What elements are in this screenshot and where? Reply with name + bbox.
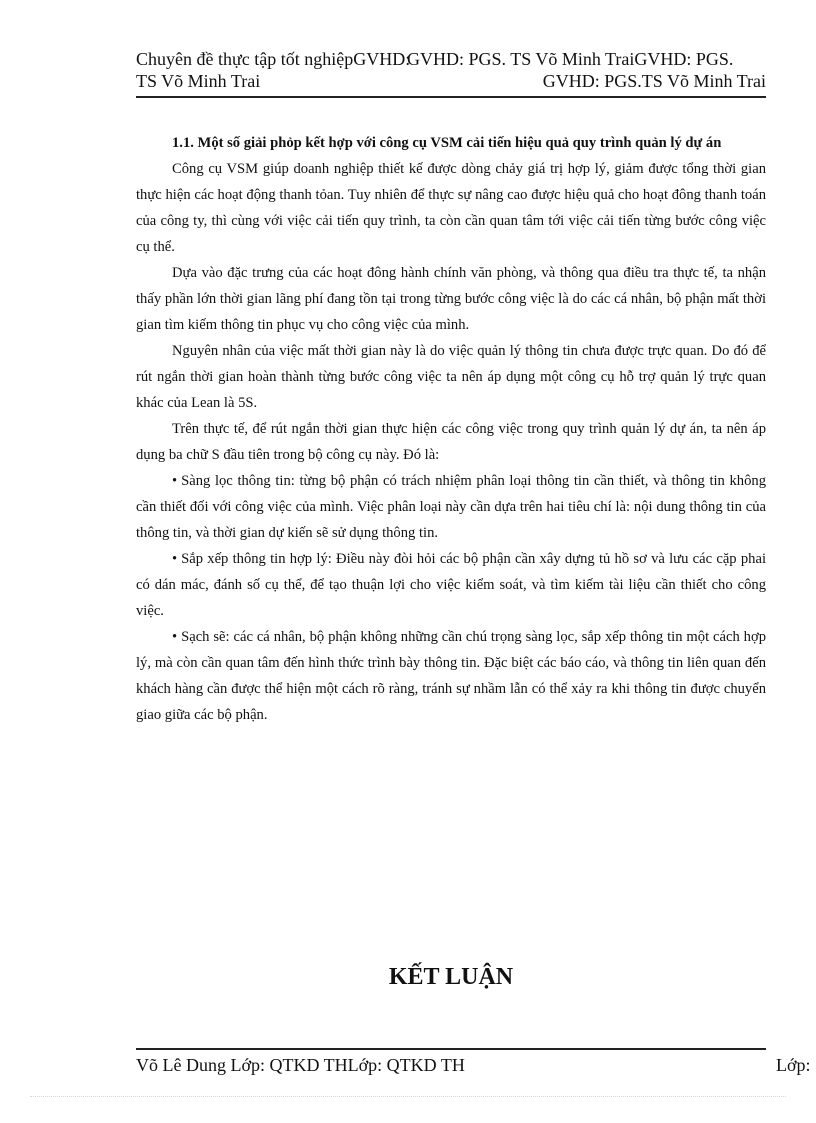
bullet-item xyxy=(136,546,766,624)
paragraph: Dựa vào đặc trưng của các hoạt đông hành chính văn phòng, và thông qua điều tra thực tế, ta nhận thấy phần lớn thời gian lãng phí đang tồn tại trong từng bước công việc là do các cá nhân, bộ phận mất thời gian tìm kiếm thông tin phục vụ cho công việc của mình. xyxy=(136,265,766,333)
header-row-2 xyxy=(136,70,766,92)
bullet-text: Sàng lọc thông tin: từng bộ phận có trách nhiệm phân loại thông tin cần thiết, và thông tin không cần thiết đối với công việc của mình. Việc phân loại này cần dựa trên hai tiêu chí là: nội dung thông tin của thông tin, và thời gian dự kiến sẽ sử dụng thông tin. xyxy=(136,473,766,541)
bullet-icon: • xyxy=(172,551,178,567)
bullet-item xyxy=(136,624,766,728)
header-supervisor: GVHD: PGS. TS Võ Minh TraiGVHD: PGS. xyxy=(407,49,734,69)
header-supervisor-continued: TS Võ Minh Trai xyxy=(136,71,261,91)
paragraph: Nguyên nhân của việc mất thời gian này là do việc quản lý thông tin chưa được trực quan. Do đó để rút ngắn thời gian hoàn thành từng bước công việc ta nên áp dụng một công cụ hỗ trợ quản lý trực quan khác của Lean là 5S. xyxy=(136,343,766,411)
paragraph: Công cụ VSM giúp doanh nghiệp thiết kế được dòng chảy giá trị hợp lý, giảm được tổng thời gian thực hiện các hoạt động thanh tỏan. Tuy nhiên để thực sự nâng cao được hiệu quả cho hoạt đông thanh toán của công ty, thì cùng với việc cải tiến quy trình, ta còn cần quan tâm tới việc cải tiến từng bước công việc cụ thể. xyxy=(136,161,766,255)
bullet-item xyxy=(136,468,766,546)
footer-divider xyxy=(136,1048,766,1050)
conclusion-title: KẾT LUẬN xyxy=(388,964,514,990)
bullet-icon: • xyxy=(172,473,178,489)
bullet-icon: • xyxy=(172,629,178,645)
page-content xyxy=(136,130,766,728)
footer-author: Võ Lê Dung Lớp: QTKD THLớp: QTKD TH xyxy=(136,1055,465,1075)
paragraph: Trên thực tế, để rút ngắn thời gian thực hiện các công việc trong quy trình quản lý dự án, ta nên áp dụng ba chữ S đầu tiên trong bộ công cụ này. Đó là: xyxy=(136,421,766,463)
page-header xyxy=(136,48,766,98)
section-heading: 1.1. Một số giải phỏp kết hợp với công cụ VSM cải tiến hiệu quả quy trình quản lý dự án xyxy=(172,135,722,151)
header-row-1 xyxy=(136,48,766,70)
header-supervisor-right: GVHD: PGS.TS Võ Minh Trai xyxy=(542,71,766,91)
bullet-text: Sắp xếp thông tin hợp lý: Điều này đòi hỏi các bộ phận cần xây dựng tủ hồ sơ và lưu các cặp phai có dán mác, đánh số cụ thể, để tạo thuận lợi cho việc kiểm soát, và tìm kiếm tài liệu cần thiết cho công việc. xyxy=(136,551,766,619)
page-edge-divider xyxy=(30,1096,786,1097)
footer-class: Lớp: xyxy=(776,1055,811,1075)
bullet-text: Sạch sẽ: các cá nhân, bộ phận không những cần chú trọng sàng lọc, sắp xếp thông tin một cách hợp lý, mà còn cần quan tâm đến hình thức trình bày thông tin. Đặc biệt các báo cáo, và thông tin liên quan đến khách hàng cần được thể hiện một cách rõ ràng, tránh sự nhầm lẫn có thể xảy ra khi thông tin được chuyển giao giữa các bộ phận. xyxy=(136,629,766,723)
header-title: Chuyên đề thực tập tốt nghiệpGVHD: xyxy=(136,49,411,69)
